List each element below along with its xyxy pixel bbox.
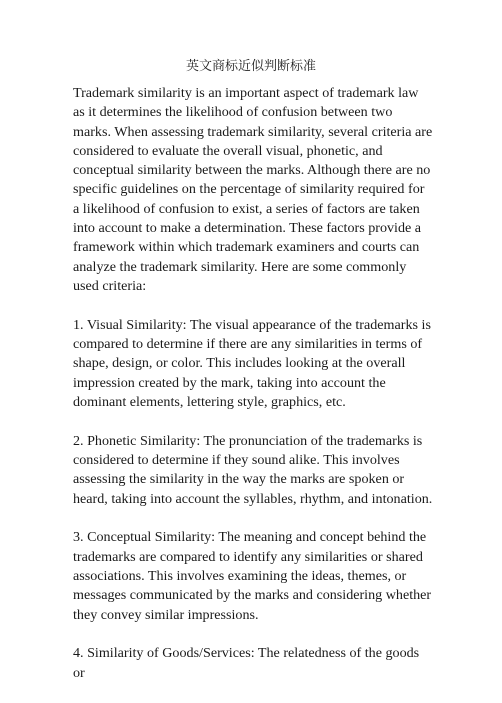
- criterion-conceptual-paragraph: 3. Conceptual Similarity: The meaning and concept behind the trademarks are compared to identify any similarities or shared associations. This involves examining the ideas, themes, or messages communicated by the marks and considering whether they convey similar impressions.: [73, 529, 432, 623]
- document-title: 英文商标近似判断标准: [185, 59, 316, 74]
- criterion-visual-paragraph: 1. Visual Similarity: The visual appearance of the trademarks is compared to determine if there are any similarities in terms of shape, design, or color. This includes looking at the overall impression created by the mark, taking into account the dominant elements, lettering style, graphics, etc.: [73, 316, 431, 410]
- criterion-goods-services-paragraph: 4. Similarity of Goods/Services: The relatedness of the goods or: [73, 645, 420, 681]
- criterion-phonetic-paragraph: 2. Phonetic Similarity: The pronunciation of the trademarks is considered to determine if they sound alike. This involves assessing the similarity in the way the marks are spoken or heard, taking into account the syllables, rhythm, and intonation.: [73, 432, 433, 507]
- document-body: [73, 84, 433, 703]
- intro-paragraph: Trademark similarity is an important aspect of trademark law as it determines the likelihood of confusion between two marks. When assessing trademark similarity, several criteria are considered to evaluate the overall visual, phonetic, and conceptual similarity between the marks. Although there are no specific guidelines on the percentage of similarity required for a likelihood of confusion to exist, a series of factors are taken into account to make a determination. These factors provide a framework within which trademark examiners and courts can analyze the trademark similarity. Here are some commonly used criteria:: [73, 85, 433, 294]
